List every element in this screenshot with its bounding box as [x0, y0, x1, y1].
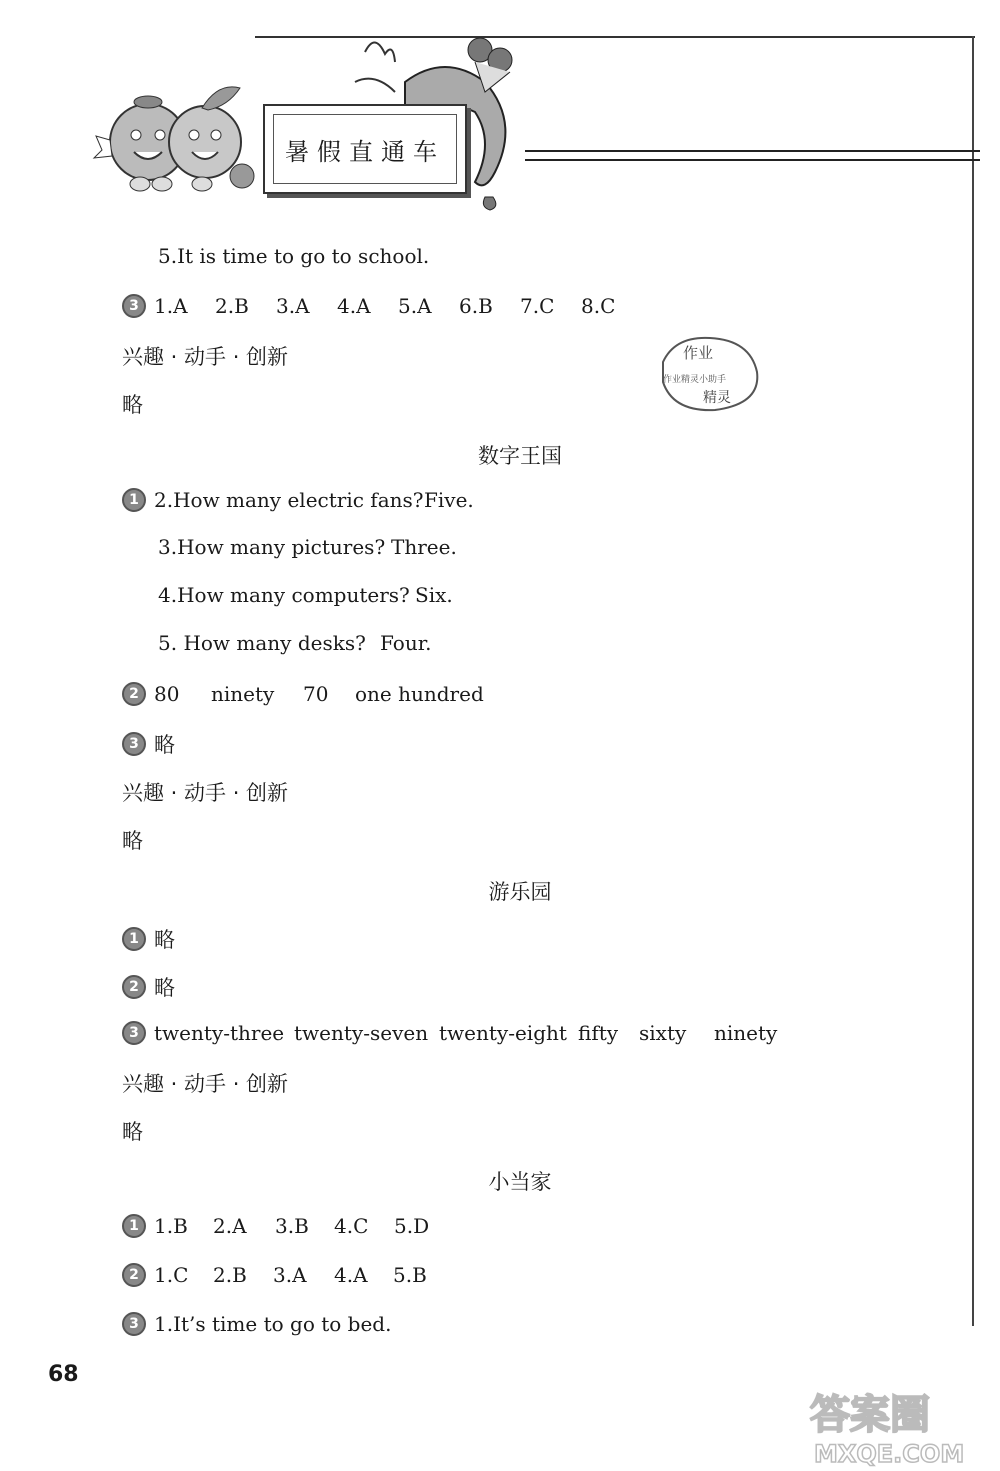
answer-item: 5.A	[398, 294, 432, 318]
answer-item: twenty-eight	[439, 1021, 567, 1045]
answer-text: Four.	[380, 631, 432, 655]
stamp-subtitle: 作业精灵小助手	[663, 375, 727, 385]
answer-item: 70	[303, 682, 329, 706]
answer-item: 5.B	[393, 1263, 427, 1287]
interest-heading: 兴趣 · 动手 · 创新	[122, 1072, 289, 1096]
answer-item: 2.A	[213, 1214, 247, 1238]
header-title: 暑假直通车	[285, 137, 445, 166]
answer-item: ninety	[714, 1021, 778, 1045]
answer-item: 7.C	[520, 294, 555, 318]
answer-row	[122, 294, 615, 318]
answer-item: 4.C	[334, 1214, 369, 1238]
question-number-badge: 2	[122, 975, 146, 999]
question-number-badge: 3	[122, 1021, 146, 1045]
page-right-border	[972, 36, 974, 1326]
omitted-text: 略	[154, 733, 175, 757]
answer-text: Three.	[391, 535, 457, 559]
answer-text: Six.	[415, 583, 453, 607]
omitted-text: 略	[122, 829, 143, 853]
interest-heading: 兴趣 · 动手 · 创新	[122, 781, 289, 805]
question-number-badge: 2	[122, 1263, 146, 1287]
question-number-badge: 1	[122, 927, 146, 951]
question-number-badge: 2	[122, 682, 146, 706]
answer-row	[158, 583, 453, 607]
answer-item: 8.C	[581, 294, 616, 318]
page-number: 68	[48, 1362, 79, 1387]
answer-text: Five.	[424, 488, 474, 512]
answer-row	[122, 1021, 777, 1045]
question-number-badge: 3	[122, 294, 146, 318]
answer-item: 4.A	[337, 294, 371, 318]
answer-item: twenty-three	[154, 1021, 285, 1045]
answer-item: 1.C	[154, 1263, 189, 1287]
answer-item: sixty	[639, 1021, 687, 1045]
answer-row	[158, 535, 457, 559]
answer-item: 80	[154, 682, 180, 706]
answer-text: 1.It’s time to go to bed.	[154, 1312, 392, 1336]
section-title: 游乐园	[488, 880, 552, 904]
answer-item: one hundred	[355, 682, 484, 706]
answer-item: 2.B	[213, 1263, 247, 1287]
homework-stamp-icon	[655, 332, 765, 416]
answer-item: 1.B	[154, 1214, 188, 1238]
question-number-badge: 3	[122, 732, 146, 756]
answer-item: 1.A	[154, 294, 188, 318]
answer-row	[122, 924, 175, 954]
interest-heading: 兴趣 · 动手 · 创新	[122, 345, 289, 369]
answer-item: fifty	[578, 1021, 619, 1045]
answer-row	[122, 972, 175, 1002]
answer-row	[122, 1263, 427, 1287]
answer-item: 2.B	[215, 294, 249, 318]
header-rule	[525, 150, 980, 161]
answer-question: 4.How many computers?	[158, 583, 410, 607]
answer-item: 6.B	[459, 294, 493, 318]
answer-item: 3.A	[276, 294, 310, 318]
answer-item: 3.A	[273, 1263, 307, 1287]
watermark-bottom-text: MXQE.COM	[814, 1440, 965, 1468]
answer-item: twenty-seven	[294, 1021, 429, 1045]
section-title: 数字王国	[478, 444, 562, 468]
answer-item: ninety	[211, 682, 275, 706]
answer-row	[158, 631, 431, 655]
answer-question: 5. How many desks?	[158, 631, 366, 655]
answer-item: 5.D	[394, 1214, 430, 1238]
answer-row	[122, 1214, 429, 1238]
answer-row	[122, 729, 175, 759]
stamp-bottom: 精灵	[703, 390, 731, 406]
answer-question: 3.How many pictures?	[158, 535, 386, 559]
watermark-top-text: 答案圈	[810, 1392, 930, 1438]
omitted-text: 略	[122, 393, 143, 417]
stamp-title: 作业	[683, 344, 714, 362]
section-title: 小当家	[488, 1170, 552, 1194]
answer-row	[122, 682, 484, 706]
answer-item: 4.A	[334, 1263, 368, 1287]
answer-item: 3.B	[275, 1214, 309, 1238]
answer-question: 2.How many electric fans?	[154, 488, 424, 512]
question-number-badge: 3	[122, 1312, 146, 1336]
answer-row	[122, 1312, 391, 1336]
omitted-text: 略	[154, 976, 175, 1000]
answer-row	[122, 488, 474, 512]
answer-text: 5.It is time to go to school.	[158, 244, 430, 268]
answer-line	[158, 244, 429, 268]
question-number-badge: 1	[122, 1214, 146, 1238]
watermark-logo-icon	[800, 1380, 990, 1470]
fruit-mascots-icon	[90, 80, 270, 195]
omitted-text: 略	[122, 1120, 143, 1144]
omitted-text: 略	[154, 928, 175, 952]
question-number-badge: 1	[122, 488, 146, 512]
header-title-box	[263, 104, 467, 194]
